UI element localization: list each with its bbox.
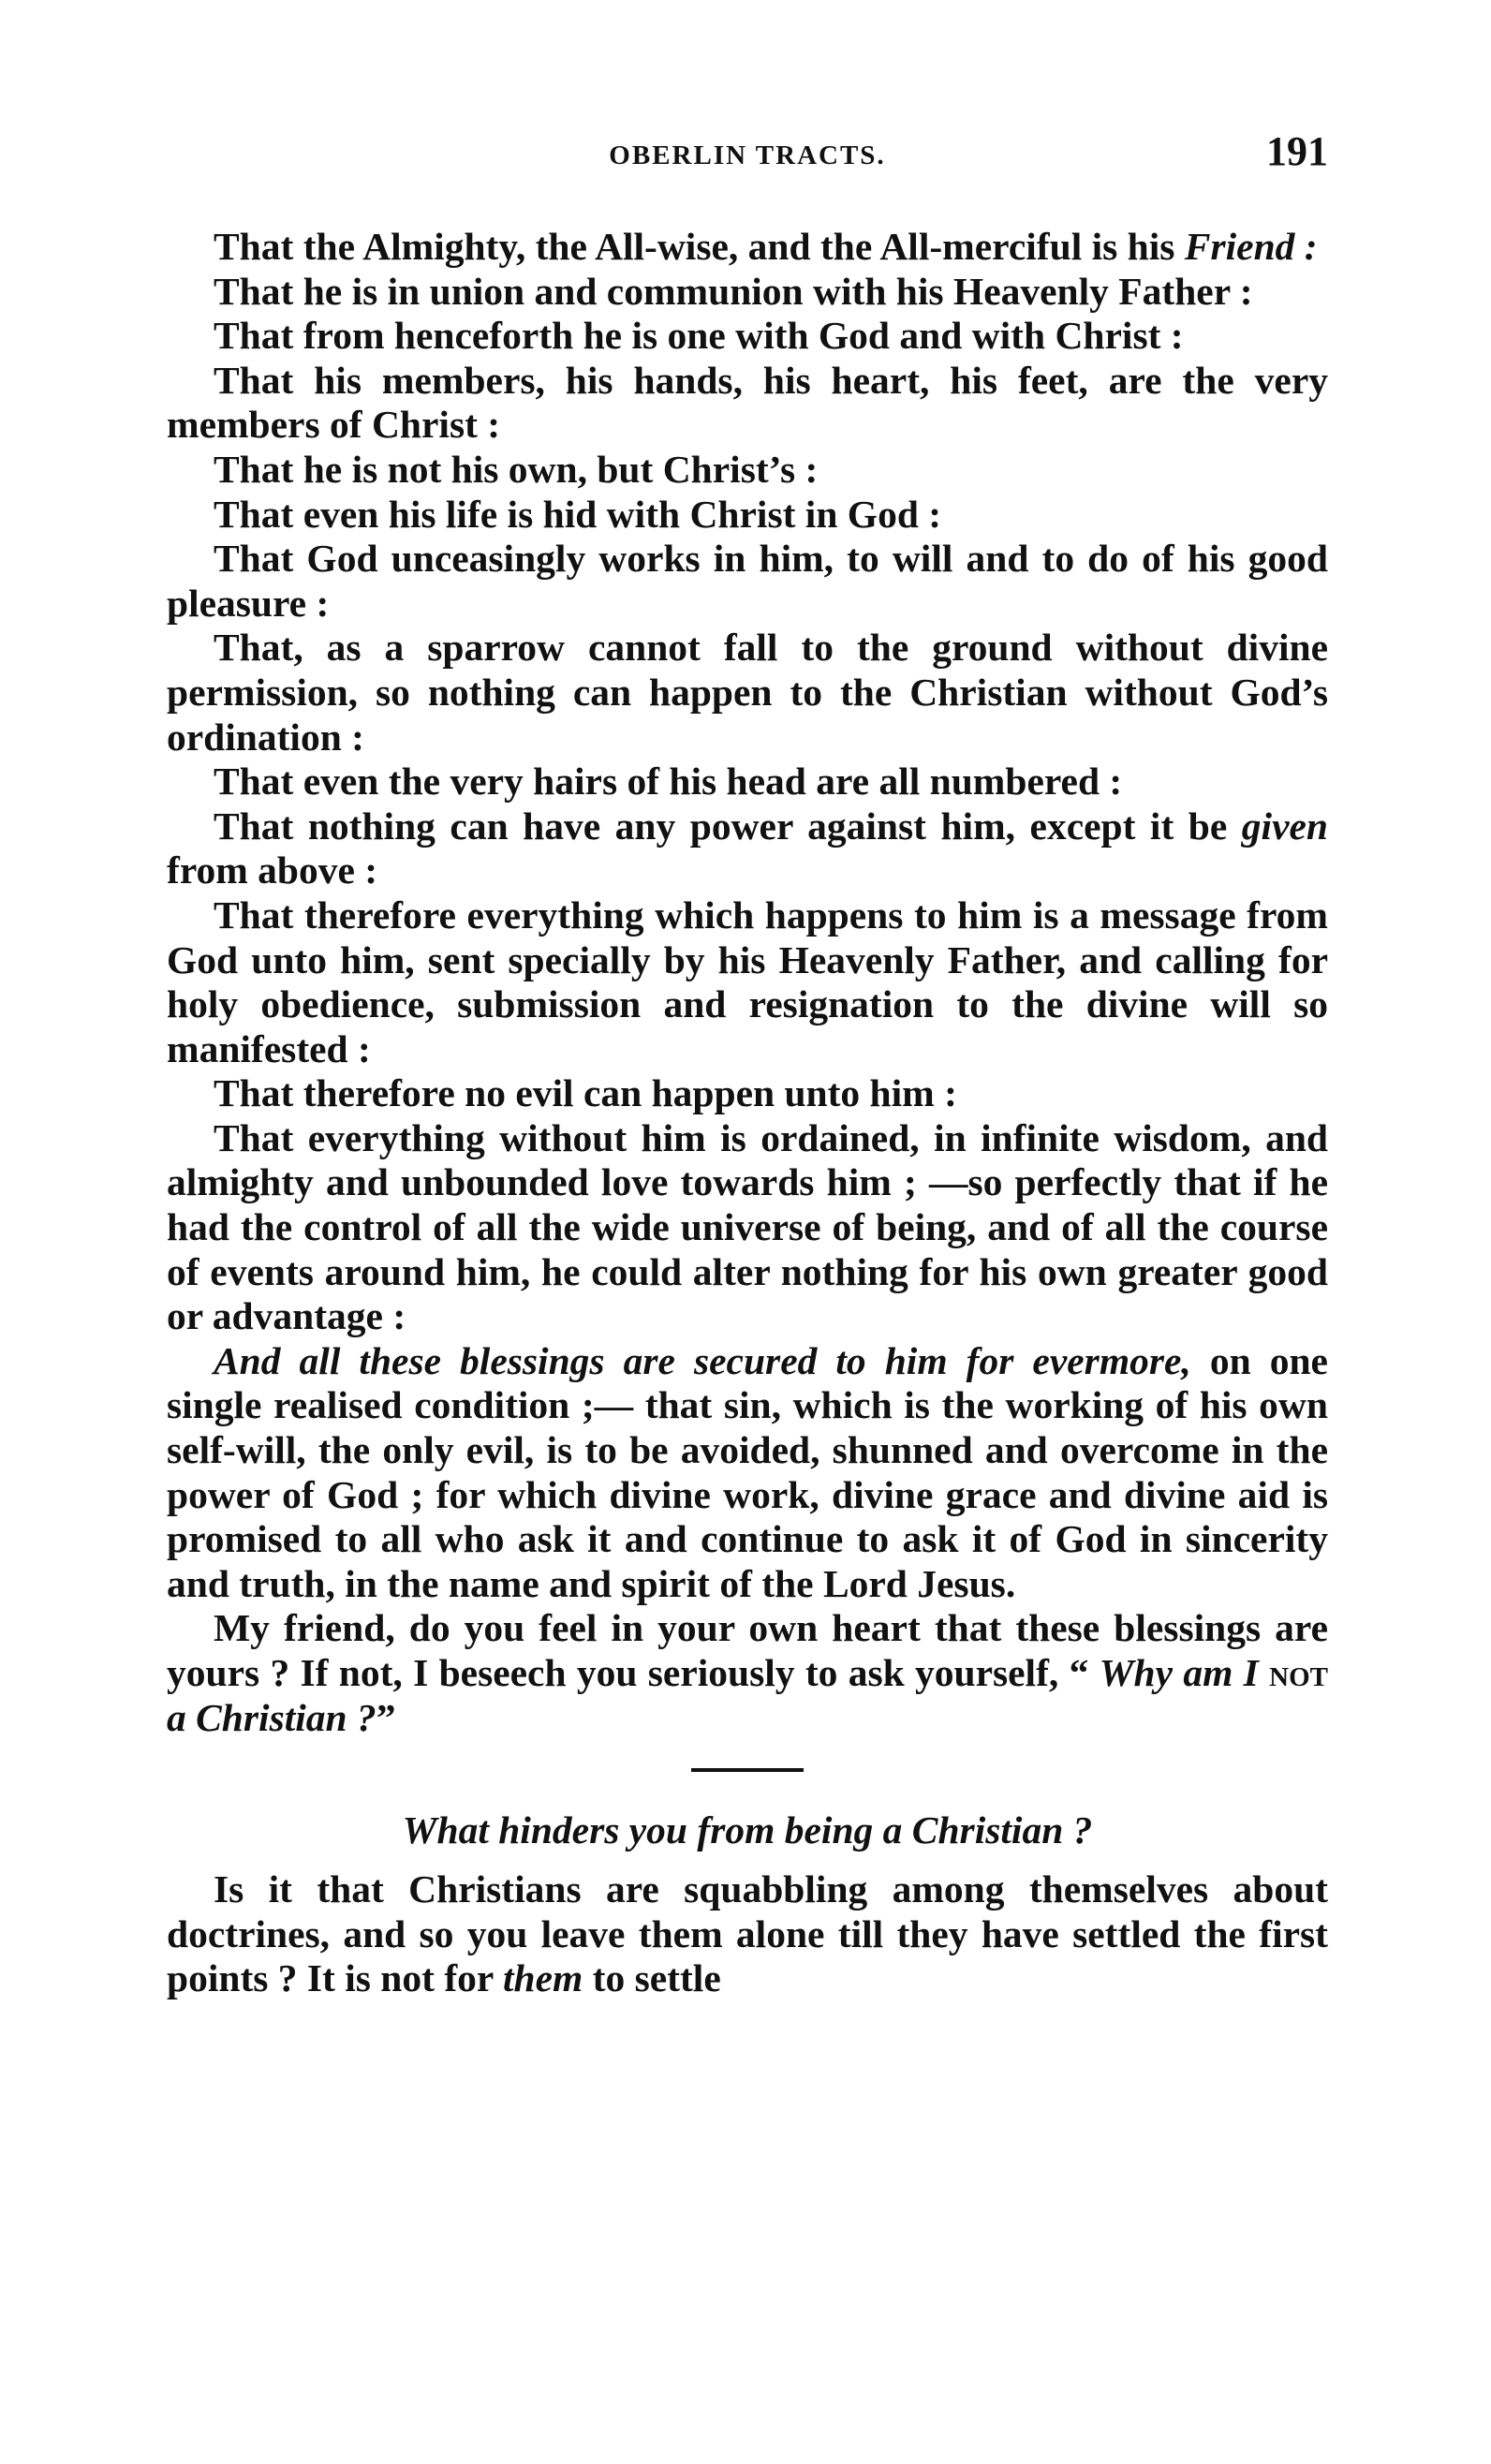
section-divider	[691, 1768, 804, 1772]
paragraph: That he is not his own, but Christ’s :	[214, 447, 819, 491]
paragraph: That the Almighty, the All-wise, and the All-merciful is his Friend :	[214, 225, 1318, 268]
body-text	[167, 225, 1328, 2001]
paragraph: That everything without him is ordained, in infinite wisdom, and almighty and unbounded love towards him ; —so perfectly that if he had the control of all the wide universe of being, and of all the course of events around him, he could alter nothing for his own greater good or advantage :	[167, 1115, 1328, 1338]
paragraph: That therefore everything which happens to him is a message from God unto him, sent specially by his Heavenly Father, and calling for holy obedience, submission and resignation to the divine will so manifested :	[167, 893, 1328, 1070]
running-title: OBERLIN TRACTS.	[609, 140, 886, 170]
page-number: 191	[1266, 128, 1328, 174]
paragraph: That nothing can have any power against him, except it be given from above :	[167, 804, 1328, 893]
book-page	[167, 122, 1328, 2001]
paragraph: That he is in union and communion with his Heavenly Father :	[214, 269, 1253, 313]
paragraph: That from henceforth he is one with God and with Christ :	[214, 314, 1184, 358]
paragraph: And all these blessings are secured to him for evermore, on one single realised condition ;— that sin, which is the working of his own self-will, the only evil, is to be avoided, shunned and overcome in the power of God ; for which divine work, divine grace and divine aid is promised to all who ask it and continue to ask it of God in sincerity and truth, in the name and spirit of the Lord Jesus.	[167, 1338, 1328, 1605]
running-header	[167, 122, 1328, 187]
paragraph: Is it that Christians are squabbling among themselves about doctrines, and so you leave them alone till they have settled the first points ? It is not for them to settle	[167, 1867, 1328, 2000]
paragraph: That even his life is hid with Christ in God :	[214, 492, 942, 536]
paragraph: That his members, his hands, his heart, his feet, are the very members of Christ :	[167, 358, 1328, 447]
paragraph: That therefore no evil can happen unto him :	[214, 1071, 957, 1115]
paragraph: That God unceasingly works in him, to will and to do of his good pleasure :	[167, 537, 1328, 625]
closing-paragraph: My friend, do you feel in your own heart that these blessings are yours ? If not, I beseech you seriously to ask yourself, “ Why am I not a Christian ?”	[167, 1606, 1328, 1739]
paragraph: That even the very hairs of his head are all numbered :	[214, 760, 1123, 804]
section-heading: What hinders you from being a Christian ?	[402, 1808, 1093, 1852]
paragraph: That, as a sparrow cannot fall to the ground without divine permission, so nothing can happen to the Christian without God’s ordination :	[167, 626, 1328, 759]
